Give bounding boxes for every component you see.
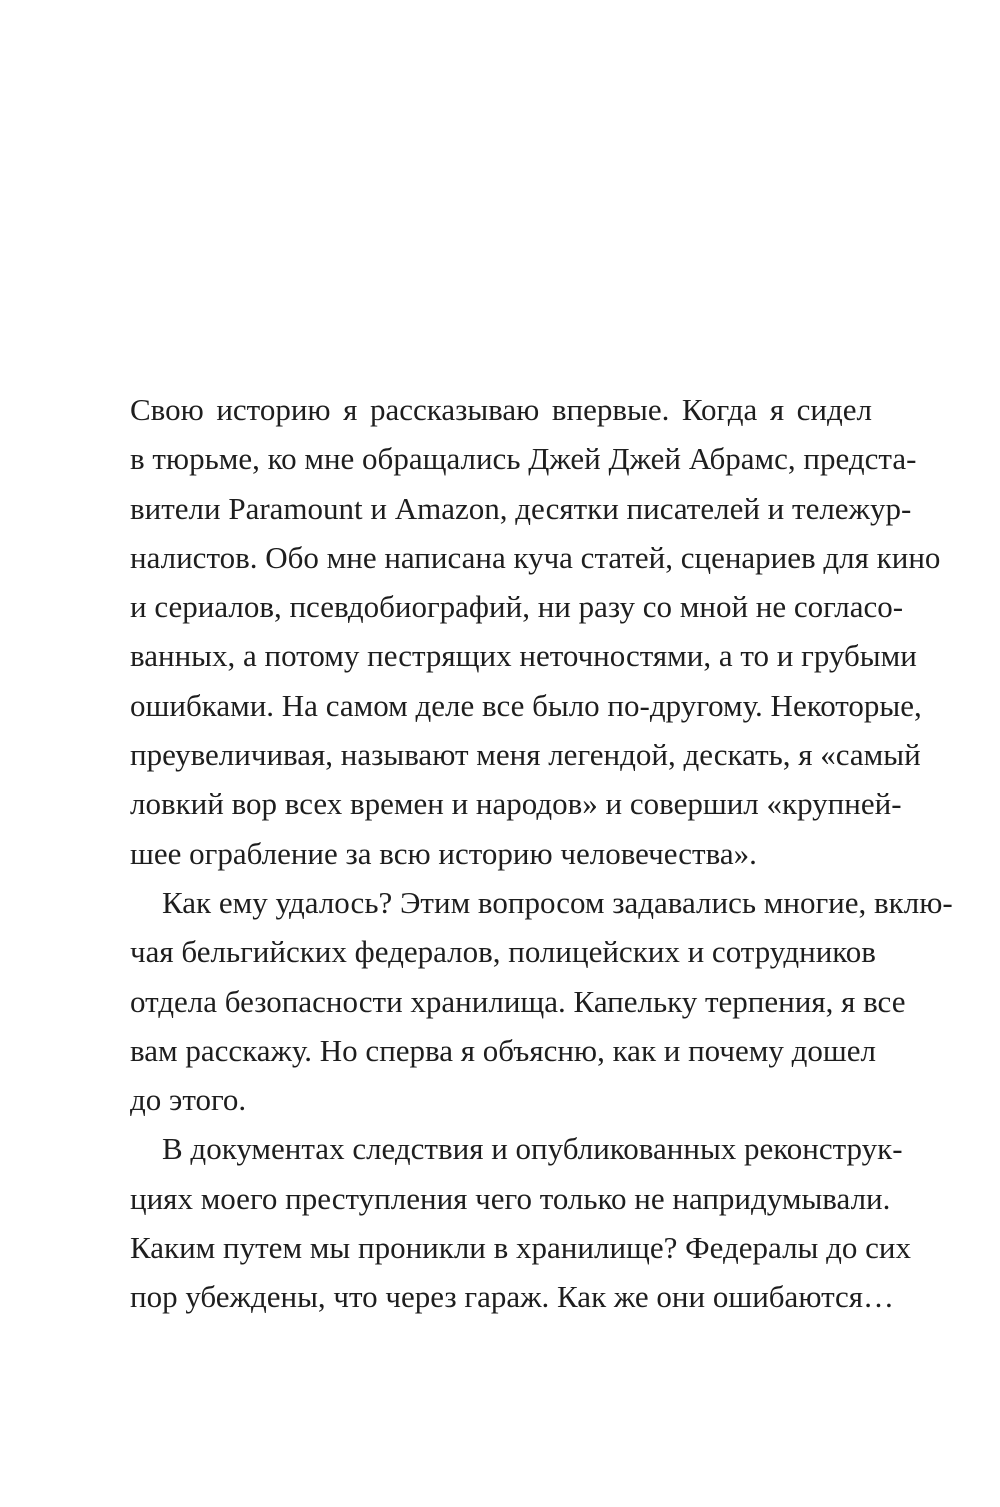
- text-line: преувеличивая, называют меня легендой, дескать, я «самый: [130, 737, 921, 773]
- text-line: пор убеждены, что через гараж. Как же они ошибаются…: [130, 1279, 895, 1315]
- text-line: чая бельгийских федералов, полицейских и сотрудников: [130, 934, 876, 970]
- text-line: в тюрьме, ко мне обращались Джей Джей Абрамс, предста-: [130, 441, 917, 477]
- text-line: В документах следствия и опубликованных реконструк-: [162, 1131, 903, 1167]
- text-line: ошибками. На самом деле все было по-другому. Некоторые,: [130, 687, 922, 723]
- paragraph-3: [130, 1124, 911, 1321]
- text-line: отдела безопасности хранилища. Капельку терпения, я все: [130, 983, 906, 1019]
- text-line: вители Paramount и Amazon, десятки писателей и тележур-: [130, 490, 912, 526]
- text-line: циях моего преступления чего только не напридумывали.: [130, 1180, 891, 1216]
- text-line: до этого.: [130, 1082, 247, 1118]
- text-line: Каким путем мы проникли в хранилище? Федералы до сих: [130, 1230, 911, 1266]
- text-line: ловкий вор всех времен и народов» и совершил «крупней-: [130, 786, 902, 822]
- text-line: налистов. Обо мне написана куча статей, сценариев для кино: [130, 539, 941, 575]
- paragraph-2: [130, 878, 953, 1124]
- text-line: Как ему удалось? Этим вопросом задавались многие, вклю-: [162, 884, 953, 920]
- text-line: ванных, а потому пестрящих неточностями, а то и грубыми: [130, 638, 917, 674]
- text-line: вам расскажу. Но сперва я объясню, как и почему дошел: [130, 1032, 876, 1068]
- text-line: и сериалов, псевдобиографий, ни разу со мной не согласо-: [130, 589, 904, 625]
- book-page-text: [130, 385, 953, 1322]
- text-line: Свою историю я рассказываю впервые. Когда я сидел: [130, 392, 872, 427]
- text-line: шее ограбление за всю историю человечества».: [130, 835, 757, 871]
- paragraph-1: [130, 385, 941, 878]
